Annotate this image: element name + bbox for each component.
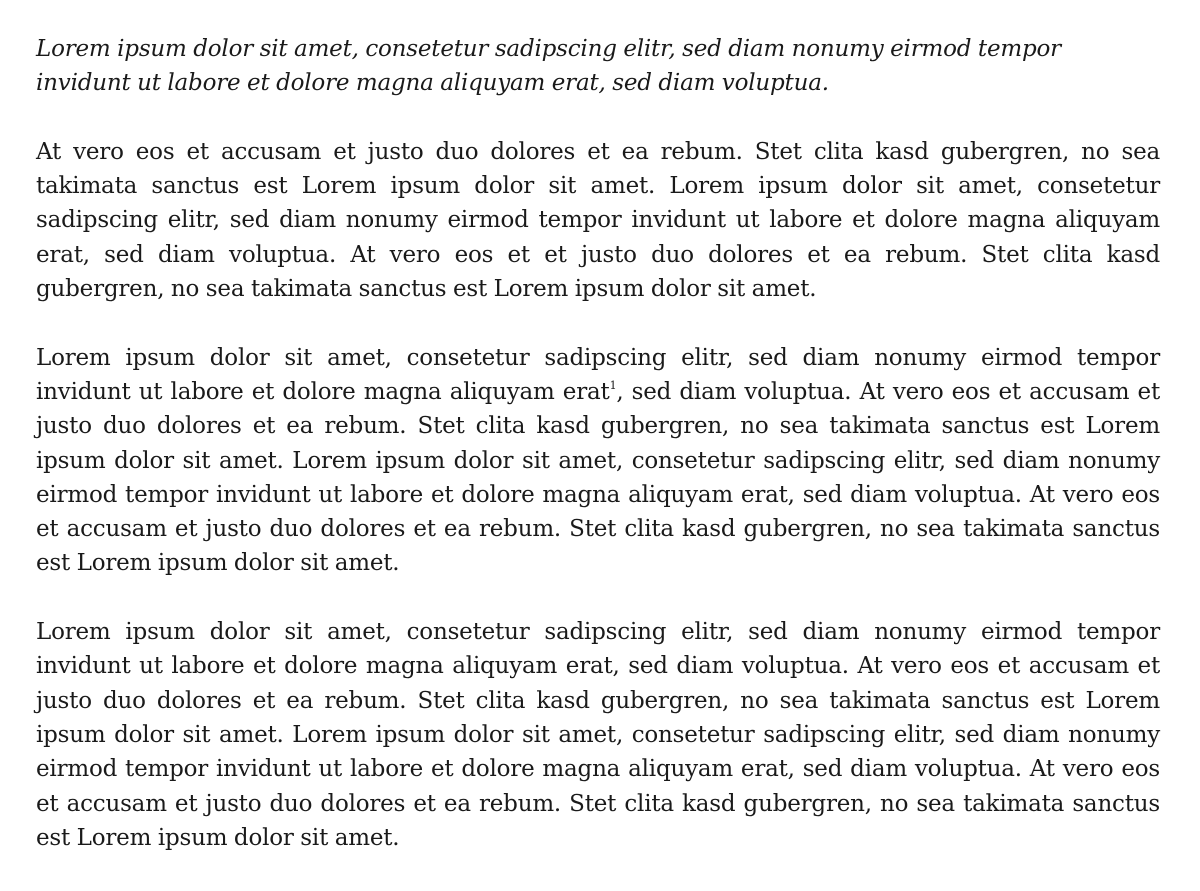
body-paragraph-1: At vero eos et accusam et justo duo dolores et ea rebum. Stet clita kasd gubergren, no sea takimata sanctus est Lorem ipsum dolor sit amet. Lorem ipsum dolor sit amet, consetetur sadipscing elitr, sed diam nonumy eirmod tempor invidunt ut labore et dolore magna aliquyam erat, sed diam voluptua. At vero eos et et justo duo dolores et ea rebum. Stet clita kasd gubergren, no sea takimata sanctus est Lorem ipsum dolor sit amet. <box>36 138 1160 303</box>
paragraph-text-after-footnote: , sed diam voluptua. At vero eos et accusam et justo duo dolores et ea rebum. Stet clita kasd gubergren, no sea takimata sanctus est Lorem ipsum dolor sit amet. Lorem ipsum dolor sit amet, consetetur sadipscing elitr, sed diam nonumy eirmod tempor invidunt ut labore et dolore magna aliquyam erat, sed diam voluptua. At vero eos et accusam et justo duo dolores et ea rebum. Stet clita kasd gubergren, no sea takimata sanctus est Lorem ipsum dolor sit amet. <box>36 378 1160 577</box>
footnote-marker[interactable]: 1 <box>609 379 617 393</box>
paragraph-text-before-footnote: Lorem ipsum dolor sit amet, consetetur sadipscing elitr, sed diam nonumy eirmod tempor invidunt ut labore et dolore magna aliquyam erat <box>36 344 1160 405</box>
body-paragraph-2 <box>36 341 1160 581</box>
body-paragraph-3: Lorem ipsum dolor sit amet, consetetur sadipscing elitr, sed diam nonumy eirmod tempor invidunt ut labore et dolore magna aliquyam erat, sed diam voluptua. At vero eos et accusam et justo duo dolores et ea rebum. Stet clita kasd gubergren, no sea takimata sanctus est Lorem ipsum dolor sit amet. Lorem ipsum dolor sit amet, consetetur sadipscing elitr, sed diam nonumy eirmod tempor invidunt ut labore et dolore magna aliquyam erat, sed diam voluptua. At vero eos et accusam et justo duo dolores et ea rebum. Stet clita kasd gubergren, no sea takimata sanctus est Lorem ipsum dolor sit amet. <box>36 619 1160 851</box>
intro-paragraph: Lorem ipsum dolor sit amet, consetetur sadipscing elitr, sed diam nonumy eirmod tempor invidunt ut labore et dolore magna aliquyam erat, sed diam voluptua. <box>36 36 1061 97</box>
